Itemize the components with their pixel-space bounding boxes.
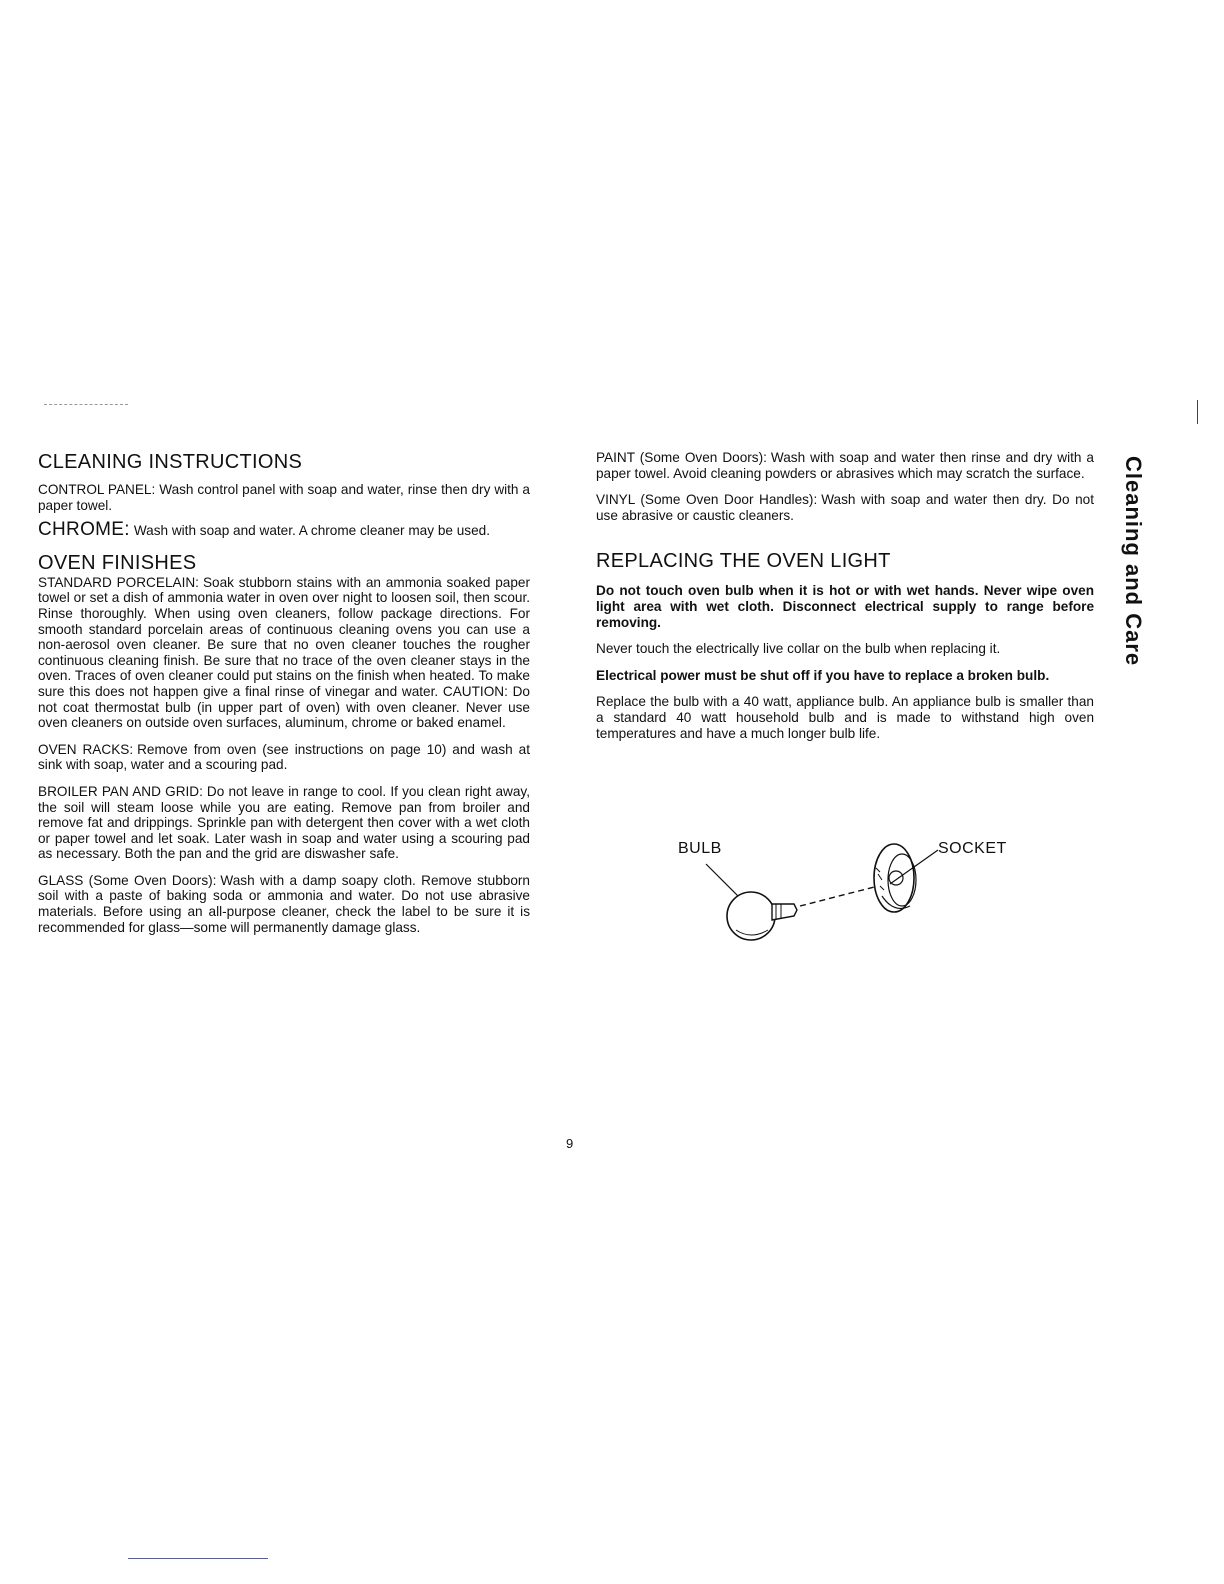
left-column	[38, 450, 530, 935]
vinyl-paragraph	[596, 492, 1094, 523]
bulb-socket-diagram	[676, 834, 1036, 950]
heading-cleaning-instructions: CLEANING INSTRUCTIONS	[38, 451, 303, 473]
paint-label: PAINT (Some Oven Doors):	[596, 450, 767, 465]
paint-paragraph	[596, 450, 1094, 481]
racks-paragraph	[38, 742, 530, 773]
porcelain-paragraph	[38, 575, 530, 731]
bulb-icon	[727, 892, 797, 940]
glass-text: Wash with a damp soapy cloth. Remove stubborn soil with a paste of baking soda or ammonia and water. Do not use abrasive materials. Before using an all-purpose cleaner, check the label to be sure it is recommended for glass—some will permanently damage glass.	[38, 872, 530, 935]
page-number: 9	[566, 1136, 574, 1151]
vinyl-label: VINYL (Some Oven Door Handles):	[596, 492, 818, 508]
socket-label: SOCKET	[938, 840, 1007, 857]
warning-paragraph: Do not touch oven bulb when it is hot or with wet hands. Never wipe oven light area with wet cloth. Disconnect electrical supply to range before removing.	[596, 583, 1094, 630]
broiler-text: Do not leave in range to cool. If you clean right away, the soil will steam loose while you are eating. Remove pan from broiler and remove fat and drippings. Sprinkle pan with detergent then cover with a wet cloth or paper towel and let soak. Later wash in soap and water using a scouring pad as necessary. Both the pan and the grid are diswasher safe.	[38, 783, 530, 862]
control-panel-text: Wash control panel with soap and water, rinse then dry with a paper towel.	[38, 482, 530, 513]
glass-paragraph	[38, 873, 530, 935]
replace-paragraph: Replace the bulb with a 40 watt, appliance bulb. An appliance bulb is smaller than a standard 40 watt household bulb and is made to withstand high oven temperatures and have a much longer bulb life.	[596, 694, 1094, 741]
glass-label: GLASS (Some Oven Doors):	[38, 872, 217, 888]
control-panel-label: CONTROL PANEL:	[38, 482, 156, 497]
bulb-label: BULB	[678, 840, 722, 857]
scan-artifact	[44, 404, 128, 407]
side-tab-title: Cleaning and Care	[1121, 456, 1146, 667]
porcelain-text: Soak stubborn stains with an ammonia soaked paper towel or set a dish of ammonia water in oven over night to loosen soil, then scour. Rinse thoroughly. When using oven cleaners, follow package directions. For smooth standard porcelain areas of continuous cleaning ovens you can use a non-aerosol oven cleaner. Be sure that no oven cleaner touches the rougher continuous cleaning finish. Be sure that no trace of the oven cleaner stays in the oven. Traces of oven cleaner could put stains on the finish when heated. To make sure this does not happen give a final rinse of vinegar and water. CAUTION: Do not coat thermostat bulb (in upper part of oven) with oven cleaner. Never use oven cleaners on outside oven surfaces, aluminum, chrome or baked enamel.	[38, 574, 530, 731]
heading-oven-finishes: OVEN FINISHES	[38, 551, 197, 574]
porcelain-label: STANDARD PORCELAIN:	[38, 574, 199, 590]
paint-text: Wash with soap and water then rinse and dry with a paper towel. Avoid cleaning powders or abrasives which may scratch the surface.	[596, 450, 1094, 481]
margin-line	[1197, 400, 1198, 424]
broiler-paragraph	[38, 784, 530, 862]
socket-icon	[874, 844, 916, 912]
control-panel-paragraph	[38, 482, 530, 513]
chrome-paragraph	[38, 519, 530, 541]
chrome-label: CHROME:	[38, 519, 130, 541]
racks-text: Remove from oven (see instructions on page 10) and wash at sink with soap, water and a scouring pad.	[38, 741, 530, 773]
collar-paragraph: Never touch the electrically live collar on the bulb when replacing it.	[596, 641, 1001, 657]
broiler-label: BROILER PAN AND GRID:	[38, 783, 203, 799]
chrome-text: Wash with soap and water. A chrome cleaner may be used.	[133, 523, 490, 539]
heading-replacing-oven-light: REPLACING THE OVEN LIGHT	[596, 550, 891, 573]
power-paragraph: Electrical power must be shut off if you have to replace a broken bulb.	[596, 667, 1050, 683]
bulb-socket-illustration	[676, 834, 1036, 950]
racks-label: OVEN RACKS:	[38, 741, 134, 757]
bottom-rule	[128, 1558, 268, 1559]
vinyl-text: Wash with soap and water then dry. Do not use abrasive or caustic cleaners.	[596, 492, 1094, 523]
right-column	[596, 450, 1094, 741]
